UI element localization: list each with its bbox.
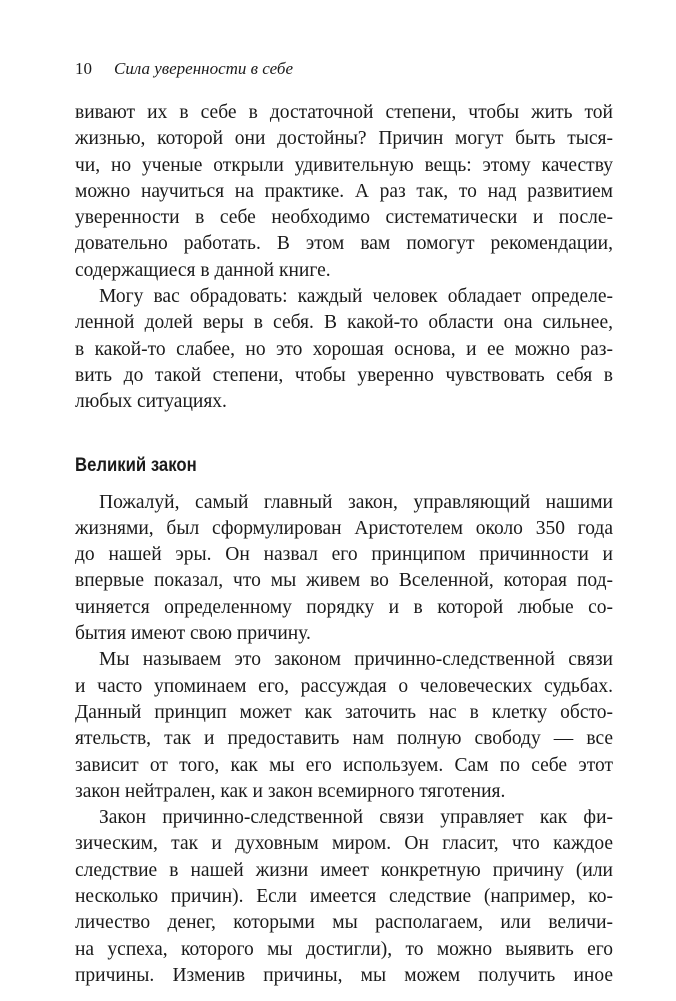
text-line: закон нейтрален, как и закон всемирного тяготения. — [75, 780, 506, 802]
text-line: содержащиеся в данной книге. — [75, 259, 331, 281]
book-title: Сила уверенности в себе — [114, 59, 294, 78]
text-line: зическим, так и духовным миром. Он гласит, что каждое — [75, 833, 613, 855]
text-line: впервые показал, что мы живем во Вселенной, которая под- — [75, 570, 613, 592]
text-line: любых ситуациях. — [75, 391, 227, 413]
text-line: уверенности в себе необходимо систематически и после- — [75, 207, 613, 229]
running-header — [75, 57, 293, 81]
text-line: ятельств, так и предоставить нам полную свободу — все — [75, 728, 613, 750]
section-heading: Великий закон — [75, 454, 197, 476]
paragraph — [75, 490, 613, 648]
text-line: личество денег, которыми мы располагаем, или величи- — [75, 912, 613, 934]
text-line: Пожалуй, самый главный закон, управляющий нашими — [99, 491, 613, 513]
text-line: на успеха, которого мы достигли), то можно выявить его — [75, 938, 613, 960]
text-line: причины. Изменив причины, мы можем получить иное — [75, 964, 613, 986]
text-line: жизнями, был сформулирован Аристотелем около 350 года — [75, 517, 613, 539]
text-line: и часто упоминаем его, рассуждая о человеческих судьбах. — [75, 675, 613, 697]
text-after-heading — [75, 490, 613, 990]
text-line: вить до такой степени, чтобы уверенно чувствовать себя в — [75, 364, 613, 386]
text-line: несколько причин). Если имеется следствие (например, ко- — [75, 886, 613, 908]
text-line: следствие в нашей жизни имеет конкретную причину (или — [75, 859, 613, 881]
text-line: вивают их в себе в достаточной степени, чтобы жить той — [75, 102, 613, 123]
text-line: чиняется определенному порядку и в которой любые со- — [75, 596, 613, 618]
paragraph — [75, 805, 613, 989]
text-line: зависит от того, как мы его используем. Сам по себе этот — [75, 754, 613, 776]
text-line: бытия имеют свою причину. — [75, 623, 311, 645]
paragraph — [75, 647, 613, 805]
text-line: Данный принцип может как заточить нас в клетку обсто- — [75, 701, 613, 723]
text-line: в какой-то слабее, но это хорошая основа, и ее можно раз- — [75, 338, 613, 360]
page-number: 10 — [75, 59, 92, 78]
text-line: Могу вас обрадовать: каждый человек обладает определе- — [99, 286, 613, 308]
text-line: ленной долей веры в себя. В какой-то области она сильнее, — [75, 312, 613, 334]
text-line: можно научиться на практике. А раз так, то над развитием — [75, 180, 613, 202]
text-line: чи, но ученые открыли удивительную вещь: этому качеству — [75, 154, 613, 176]
text-before-heading — [75, 100, 613, 416]
paragraph — [75, 284, 613, 415]
text-line: до нашей эры. Он назвал его принципом причинности и — [75, 544, 613, 566]
text-line: довательно работать. В этом вам помогут рекомендации, — [75, 233, 613, 255]
page-body — [75, 100, 613, 989]
text-line: Закон причинно-следственной связи управляет как фи- — [99, 807, 613, 829]
paragraph — [75, 100, 613, 284]
text-line: жизнью, которой они достойны? Причин могут быть тыся- — [75, 128, 613, 150]
text-line: Мы называем это законом причинно-следственной связи — [99, 649, 613, 671]
